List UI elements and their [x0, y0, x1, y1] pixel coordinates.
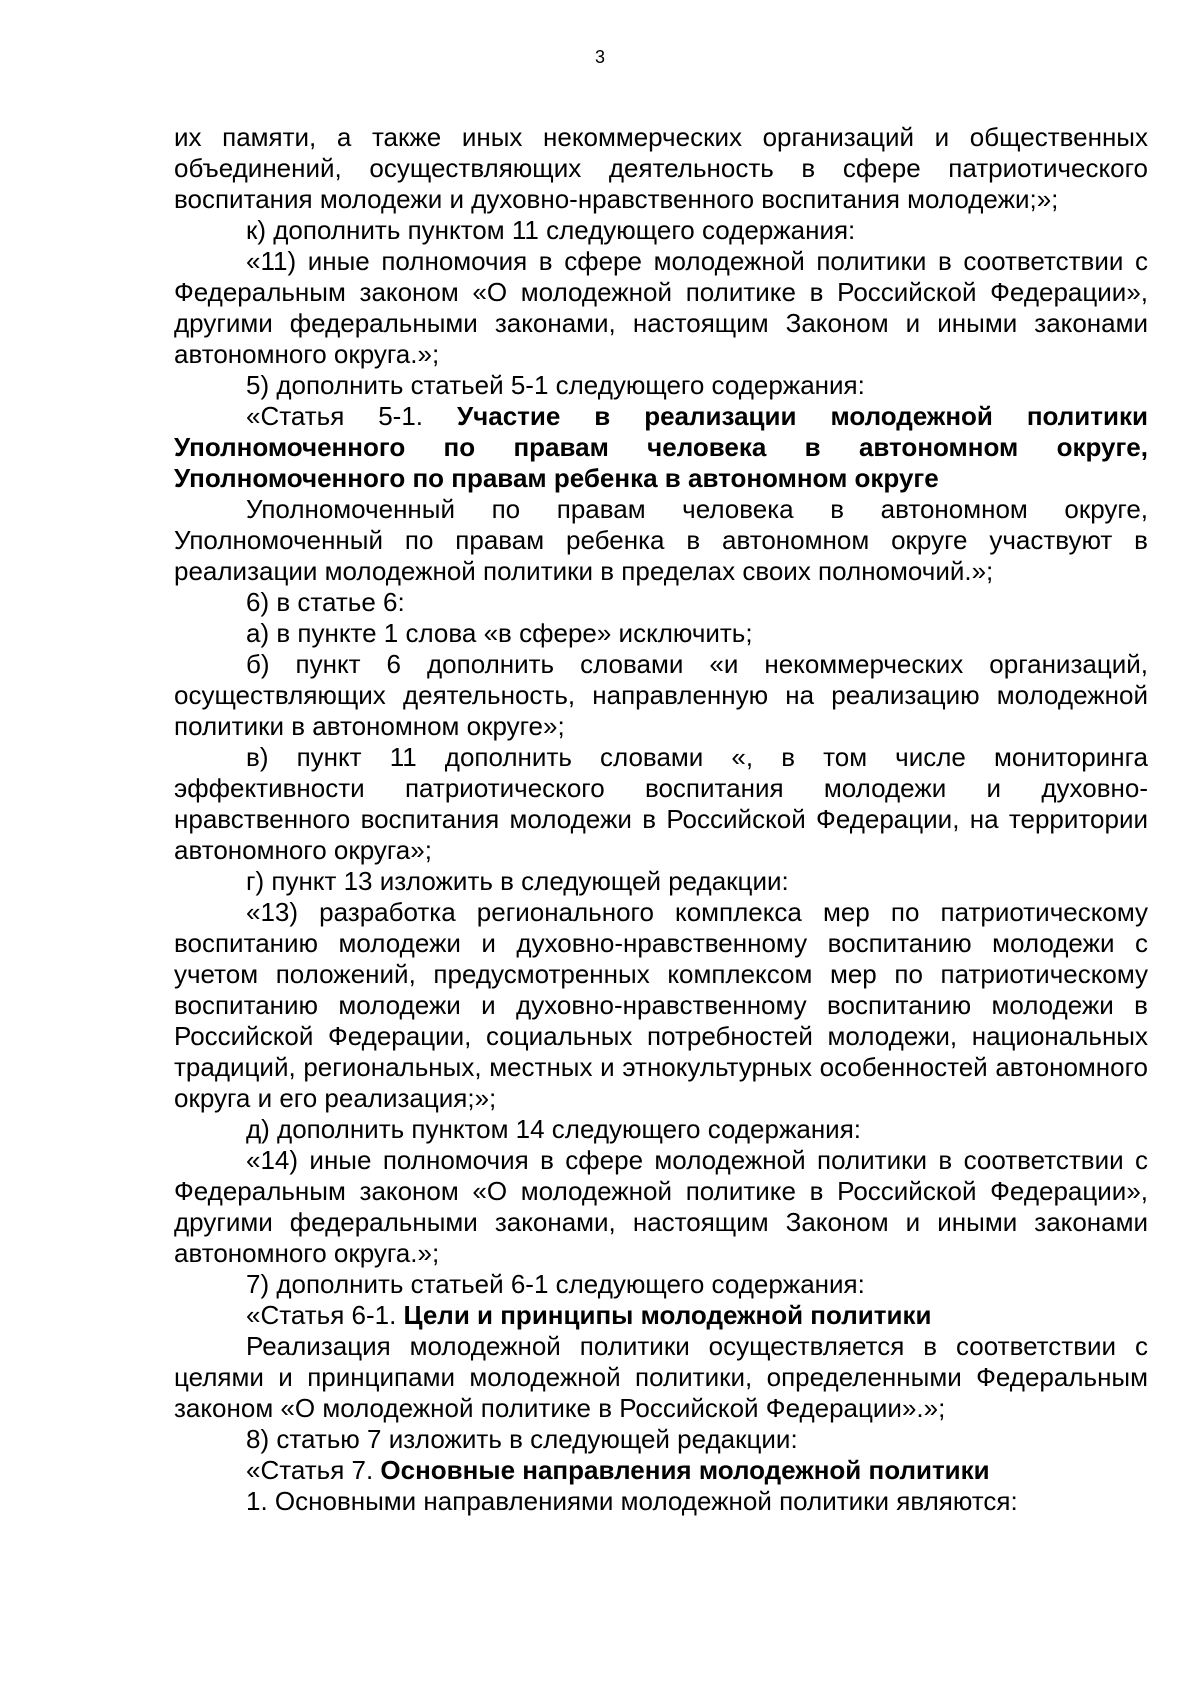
article-heading-7: [174, 1455, 1148, 1486]
paragraph-item-14: «14) иные полномочия в сфере молодежной политики в соответствии с Федеральным законом «О молодежной политике в Российской Федерации», другими федеральными законами, настоящим Законом и иными законами автономного округа.»;: [174, 1145, 1148, 1268]
paragraph-ombudsman: Уполномоченный по правам человека в автономном округе, Уполномоченный по правам ребенка в автономном округе участвуют в реализации молодежной политики в пределах своих полномочий.»;: [174, 494, 1148, 586]
article-heading-title: Участие в реализации молодежной политики Уполномоченного по правам человека в автономном округе, Уполномоченного по правам ребенка в автономном округе: [174, 401, 1148, 493]
article-heading-prefix: «Статья 5-1.: [246, 401, 457, 431]
paragraph-item-g: г) пункт 13 изложить в следующей редакции:: [246, 866, 789, 896]
page-number: 3: [594, 47, 605, 67]
article-heading-title: Цели и принципы молодежной политики: [403, 1300, 932, 1330]
paragraph-continuation: их памяти, а также иных некоммерческих организаций и общественных объединений, осуществляющих деятельность в сфере патриотического воспитания молодежи и духовно-нравственного воспитания молодежи;»;: [174, 122, 1148, 214]
paragraph-item-b: б) пункт 6 дополнить словами «и некоммерческих организаций, осуществляющих деятельность, направленную на реализацию молодежной политики в автономном округе»;: [174, 649, 1148, 741]
article-heading-prefix: «Статья 7.: [246, 1455, 381, 1485]
paragraph-item-6: 6) в статье 6:: [246, 587, 405, 617]
article-heading-title: Основные направления молодежной политики: [380, 1455, 990, 1485]
paragraph-item-5: 5) дополнить статьей 5-1 следующего содержания:: [246, 370, 865, 400]
paragraph-item-d: д) дополнить пунктом 14 следующего содержания:: [246, 1114, 861, 1144]
document-body: [174, 122, 1148, 1517]
paragraph-item-8: 8) статью 7 изложить в следующей редакции:: [246, 1424, 798, 1454]
paragraph-item-7: 7) дополнить статьей 6-1 следующего содержания:: [246, 1269, 865, 1299]
paragraph-item-11: «11) иные полномочия в сфере молодежной политики в соответствии с Федеральным законом «О молодежной политике в Российской Федерации», другими федеральными законами, настоящим Законом и иными законами автономного округа.»;: [174, 246, 1148, 369]
paragraph-item-v: в) пункт 11 дополнить словами «, в том числе мониторинга эффективности патриотического воспитания молодежи и духовно-нравственного воспитания молодежи в Российской Федерации, на территории автономного округа»;: [174, 742, 1148, 865]
article-heading-5-1: [174, 401, 1148, 494]
article-heading-prefix: «Статья 6-1.: [246, 1300, 404, 1330]
paragraph-item-a: а) в пункте 1 слова «в сфере» исключить;: [246, 618, 753, 648]
article-heading-6-1: [174, 1300, 1148, 1331]
paragraph-main-directions: 1. Основными направлениями молодежной политики являются:: [246, 1486, 1018, 1516]
paragraph-item-13: «13) разработка регионального комплекса мер по патриотическому воспитанию молодежи и духовно-нравственному воспитанию молодежи с учетом положений, предусмотренных комплексом мер по патриотическому воспитанию молодежи и духовно-нравственному воспитанию молодежи в Российской Федерации, социальных потребностей молодежи, национальных традиций, региональных, местных и этнокультурных особенностей автономного округа и его реализация;»;: [174, 897, 1148, 1113]
paragraph-item-k: к) дополнить пунктом 11 следующего содержания:: [246, 215, 856, 245]
paragraph-goals: Реализация молодежной политики осуществляется в соответствии с целями и принципами молодежной политики, определенными Федеральным законом «О молодежной политике в Российской Федерации».»;: [174, 1331, 1148, 1423]
